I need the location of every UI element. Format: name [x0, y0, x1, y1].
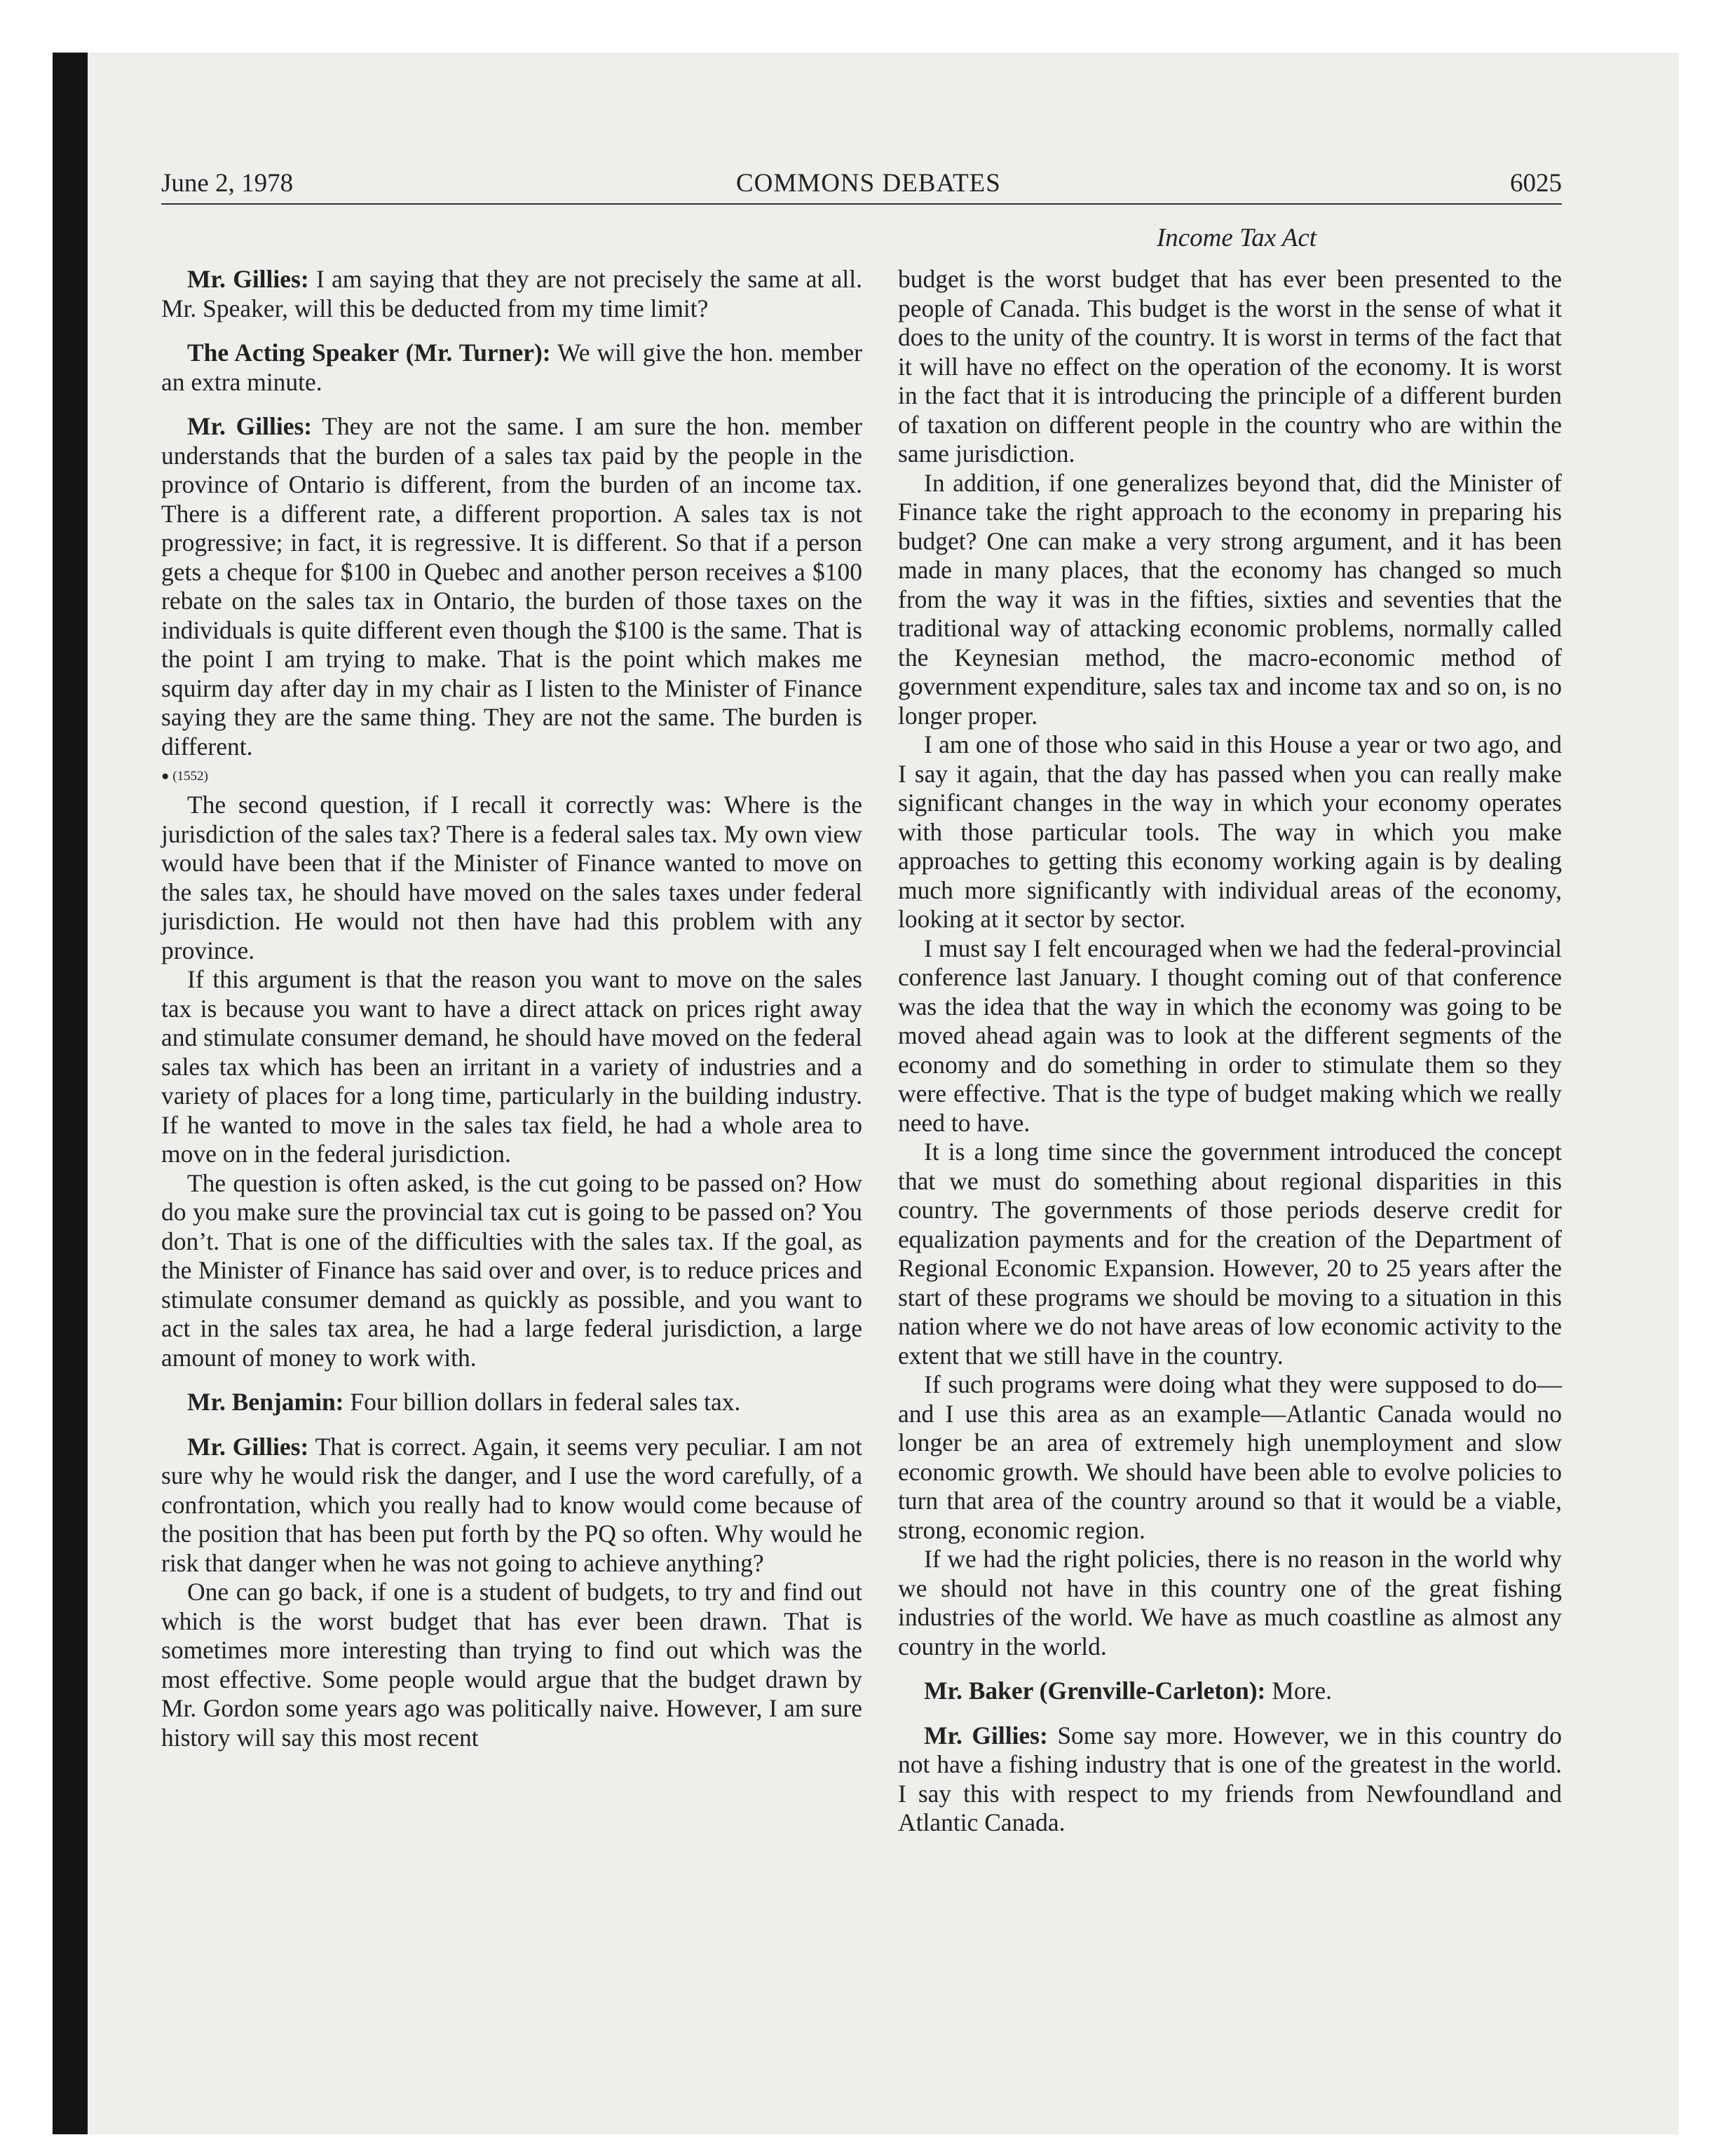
paragraph-text: I am saying that they are not precisely the same at all. Mr. Speaker, will this be deducted from my time limit?: [161, 265, 862, 322]
body-paragraph: [898, 469, 1562, 731]
body-paragraph: [161, 1169, 862, 1373]
paragraph-text: I must say I felt encouraged when we had the federal-provincial conference last January. I thought coming out of that conference was the idea that the way in which the economy was going to be moved ahead again was to look at the different segments of the economy and do something in order to stimulate them so they were effective. That is the type of budget making which we really need to have.: [898, 934, 1562, 1137]
paragraph-text: We will give the hon. member an extra minute.: [161, 339, 862, 396]
body-paragraph: [161, 791, 862, 965]
right-column: [898, 265, 1562, 1838]
body-paragraph: [161, 1578, 862, 1752]
scan-border: [53, 53, 88, 2134]
body-paragraph: [898, 1545, 1562, 1661]
paragraph-text: I am one of those who said in this House a year or two ago, and I say it again, that the day has passed when you can really make significant changes in the way in which your economy operates with those particular tools. The way in which you make approaches to getting this economy working again is by dealing much more significantly with individual areas of the economy, looking at it sector by sector.: [898, 730, 1562, 933]
body-paragraph: [898, 1370, 1562, 1545]
speech-paragraph: [161, 412, 862, 761]
body-paragraph: [161, 965, 862, 1169]
speech-paragraph: [161, 339, 862, 397]
paragraph-text: In addition, if one generalizes beyond that, did the Minister of Finance take the right approach to the economy in preparing his budget? One can make a very strong argument, and it has been made in many places, that the economy has changed so much from the way it was in the fifties, sixties and seventies that the traditional way of attacking economic problems, normally called the Keynesian method, the macro-economic method of government expenditure, sales tax and income tax and so on, is no longer proper.: [898, 468, 1562, 730]
speaker-name: Mr. Benjamin:: [187, 1388, 344, 1416]
header-date: June 2, 1978: [161, 169, 294, 198]
section-title: Income Tax Act: [1156, 224, 1317, 252]
speech-paragraph: [161, 265, 862, 323]
paragraph-text: Some say more. However, we in this country do not have a fishing industry that is one of the greatest in the world. I say this with respect to my friends from Newfoundland and Atlantic Canada.: [898, 1721, 1562, 1836]
speech-paragraph: [161, 1388, 862, 1417]
paragraph-text: The second question, if I recall it correctly was: Where is the jurisdiction of the sales tax? There is a federal sales tax. My own view would have been that if the Minister of Finance wanted to move on the sales tax, he should have moved on the sales taxes under federal jurisdiction. He would not then have had this problem with any province.: [161, 791, 862, 964]
paragraph-text: They are not the same. I am sure the hon. member understands that the burden of a sales tax paid by the people in the province of Ontario is different, from the burden of an income tax. There is a different rate, a different proportion. A sales tax is not progressive; in fact, it is regressive. It is different. So that if a person gets a cheque for $100 in Quebec and another person receives a $100 rebate on the sales tax in Ontario, the burden of those taxes on the individuals is quite different even though the $100 is the same. That is the point I am trying to make. That is the point which makes me squirm day after day in my chair as I listen to the Minister of Finance saying they are the same thing. They are not the same. The burden is different.: [161, 412, 863, 760]
header-title: COMMONS DEBATES: [736, 169, 1001, 198]
speech-paragraph: [161, 1433, 862, 1578]
speaker-name: Mr. Gillies:: [187, 1432, 309, 1461]
paragraph-text: If such programs were doing what they were supposed to do—and I use this area as an example—Atlantic Canada would no longer be an area of extremely high unemployment and slow economic growth. We should have been able to evolve policies to turn that area of the country around so that it would be a viable, strong, economic region.: [898, 1370, 1562, 1544]
left-column: [161, 265, 862, 1752]
speech-paragraph: [898, 1721, 1562, 1838]
body-paragraph: [898, 730, 1562, 934]
paragraph-text: That is correct. Again, it seems very peculiar. I am not sure why he would risk the danger, and I use the word carefully, of a confrontation, which you really had to know would come because of the position that has been put forth by the PQ so often. Why would he risk that danger when he was not going to achieve anything?: [161, 1432, 863, 1577]
speaker-name: Mr. Gillies:: [187, 412, 313, 440]
body-paragraph: [898, 934, 1562, 1138]
paragraph-text: If this argument is that the reason you want to move on the sales tax is because you want to have a direct attack on prices right away and stimulate consumer demand, he should have moved on the federal sales tax which has been an irritant in a variety of industries and a variety of places for a long time, particularly in the building industry. If he wanted to move in the sales tax field, he had a whole area to move on in the federal jurisdiction.: [161, 965, 862, 1168]
paragraph-text: It is a long time since the government introduced the concept that we must do something about regional disparities in this country. The governments of those periods deserve credit for equalization payments and for the creation of the Department of Regional Economic Expansion. However, 20 to 25 years after the start of these programs we should be moving to a situation in this nation where we do not have areas of low economic activity to the extent that we still have in the country.: [898, 1138, 1562, 1370]
speaker-name: Mr. Gillies:: [924, 1721, 1048, 1749]
paragraph-text: Four billion dollars in federal sales tax.: [350, 1388, 741, 1416]
speech-paragraph: [898, 1677, 1562, 1706]
paragraph-text: The question is often asked, is the cut going to be passed on? How do you make sure the provincial tax cut is going to be passed on? You don’t. That is one of the difficulties with the sales tax. If the goal, as the Minister of Finance has said over and over, is to reduce prices and stimulate consumer demand as quickly as possible, and you want to act in the sales tax area, he had a large federal jurisdiction, a large amount of money to work with.: [161, 1168, 862, 1372]
body-paragraph: [898, 1138, 1562, 1370]
timestamp-marker: ● (1552): [161, 769, 208, 784]
speaker-name: Mr. Gillies:: [187, 265, 309, 293]
paragraph-text: More.: [1272, 1677, 1333, 1705]
speaker-name: The Acting Speaker (Mr. Turner):: [187, 339, 551, 367]
header-rule: [161, 203, 1562, 205]
page-number: 6025: [1510, 169, 1562, 198]
body-paragraph: [898, 265, 1562, 469]
paragraph-text: If we had the right policies, there is no reason in the world why we should not have in this country one of the great fishing industries of the world. We have as much coastline as almost any country in the world.: [898, 1545, 1562, 1660]
paragraph-text: One can go back, if one is a student of budgets, to try and find out which is the worst budget that has ever been drawn. That is sometimes more interesting than trying to find out which was the most effective. Some people would argue that the budget drawn by Mr. Gordon some years ago was politically naive. However, I am sure history will say this most recent: [161, 1578, 862, 1752]
paragraph-text: budget is the worst budget that has ever been presented to the people of Canada. This budget is the worst in the sense of what it does to the unity of the country. It is worst in terms of the fact that it will have no effect on the operation of the economy. It is worst in the fact that it is introducing the principle of a different burden of taxation on different people in the country who are within the same jurisdiction.: [898, 265, 1562, 468]
speaker-name: Mr. Baker (Grenville-Carleton):: [924, 1677, 1266, 1705]
